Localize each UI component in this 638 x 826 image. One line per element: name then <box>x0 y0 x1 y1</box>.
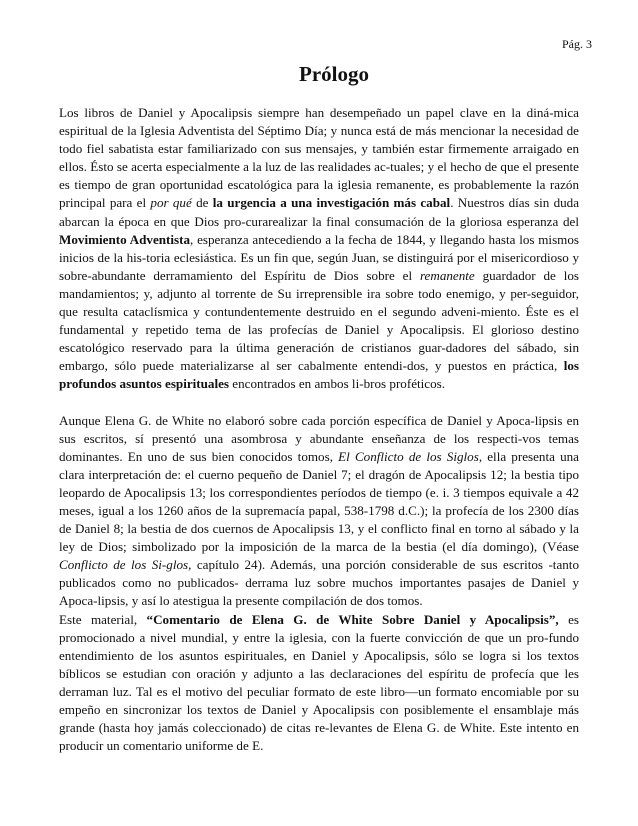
italic-text: remanente <box>419 267 475 283</box>
italic-text: El Conflicto de los Siglos <box>338 448 479 464</box>
text-run: Aunque Elena G. de White no elaboró sobre cada porción específica de Daniel y Apoca-lipsis en sus escritos, sí presentó una asombrosa y abundante enseñanza de los respecti-vos temas dominantes. En uno de sus bien conocidos tomos, <box>59 412 579 464</box>
text-run: capítulo 24). Además, una porción considerable de sus escritos -tanto publicados como no publicados- derrama luz sobre muchos importantes pasajes de Daniel y Apoca-lipsis, y así lo atestigua la presente compilación de dos tomos. <box>59 557 579 609</box>
text-run: es promocionado a nivel mundial, y entre la iglesia, con la fuerte convicción de que un pro-fundo entendimiento de los asuntos espirituales, en Daniel y Apocalipsis, sólo se logra si los textos bíblicos se estudian con oración y adjunto a las declaraciones del espíritu de profecía que les derraman luz. Tal es el motivo del peculiar formato de este libro—un formato encomiable por su empeño en sincronizar los textos de Daniel y Apocalipsis con posiblemente el ensamblaje más grande (hasta hoy jamás coleccionado) de citas re-levantes de Elena G. de White. Este intento en producir un comentario uniforme de E. <box>59 611 579 754</box>
page-number: Pág. 3 <box>562 37 592 51</box>
text-run: , esperanza antecediendo a la fecha de 1844, y llegando hasta los mismos inicios de la his-toria eclesiástica. Es un fin que, según Juan, se distinguirá por el misericordioso y sobre-abundante derramamiento del Espíritu de Dios sobre el <box>59 231 579 283</box>
text-run: guardador de los mandamientos; y, adjunto al torrente de Su irreprensible ira sobre todo enemigo, y per-seguidor, que resulta cataclísmica y contundentemente destruido en el segundo adveni-miento. Éste es el fundamental y repetido tema de las profecías de Daniel y Apocalipsis. El glorioso destino escatológico reservado para la última generación de cristianos guar-dadores del sábado, sin embargo, sólo puede materializarse al ser cabalmente entendi-dos, y puestos en práctica, <box>59 267 579 374</box>
bold-text: los profundos asuntos espirituales <box>59 358 579 392</box>
text-run: Este material, <box>59 611 147 627</box>
bold-text: “Comentario de Elena G. de White Sobre Daniel y Apocalipsis”, <box>146 611 559 627</box>
bold-text: Movimiento Adventista <box>59 231 191 247</box>
paragraph-intro <box>59 104 579 394</box>
text-run: Los libros de Daniel y Apocalipsis siempre han desempeñado un papel clave en la diná-mica espiritual de la Iglesia Adventista del Séptimo Día; y nunca está de más mencionar la necesidad de todo fiel sabatista estar familiarizado con sus mensajes, y también estar firmemente arraigado en ellos. Ésto se acerta especialmente a la luz de las realidades ac-tuales; y el hecho de que el presente es tiempo de gran oportunidad escatológica para la iglesia remanente, es probablemente la razón principal para el <box>59 105 579 211</box>
text-run: , ella presenta una clara interpretación de: el cuerno pequeño de Daniel 7; el dragón de Apocalipsis 12; la bestia tipo leopardo de Apocalipsis 13; los correspondientes períodos de tiempo (e. i. 3 tiempos equivale a 42 meses, igual a los 1260 años de la supremacía papal, 538-1798 d.C.); la profecía de los 2300 días de Daniel 8; la bestia de dos cuernos de Apocalipsis 13, y el conflicto final en torno al sábado y la ley de Dios; simbolizado por la imposición de la marca de la bestia (el día domingo), (Véase <box>59 448 579 555</box>
text-run: de <box>191 195 213 211</box>
text-run: encontrados en ambos li-bros proféticos. <box>229 376 446 392</box>
bold-text: la urgencia a una investigación más cabal <box>212 195 451 211</box>
paragraph-white <box>59 412 579 611</box>
italic-text: Conflicto de los Si-glos, <box>59 557 192 573</box>
body-text <box>59 104 579 755</box>
paragraph-material <box>59 611 579 756</box>
italic-text: por qué <box>150 195 192 211</box>
text-run: . Nuestros días sin duda abarcan la época en que Dios pro-curarealizar la final consumación de la gloriosa esperanza del <box>59 195 580 229</box>
page-title: Prólogo <box>299 62 369 86</box>
